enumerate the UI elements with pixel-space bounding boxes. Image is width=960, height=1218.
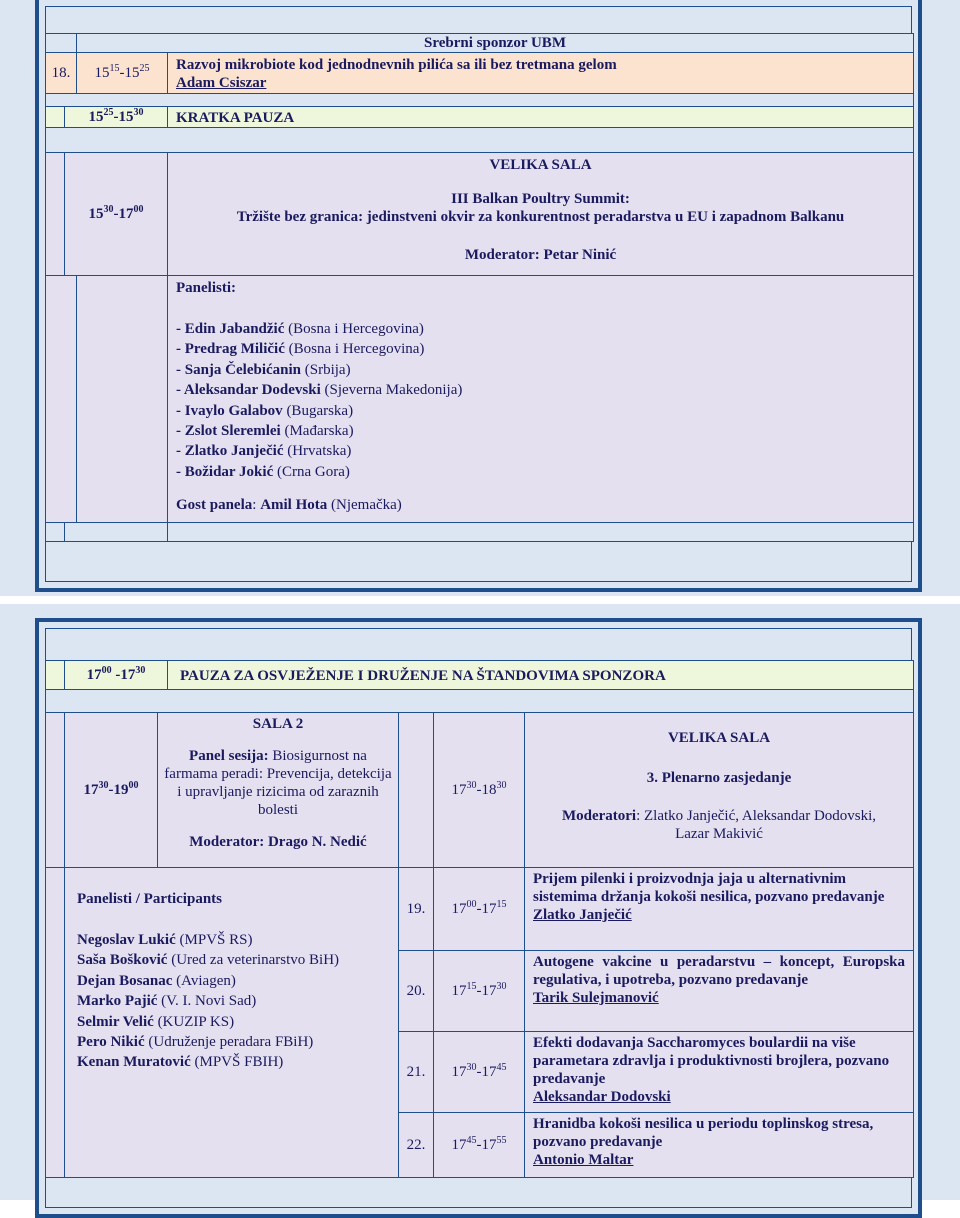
plenary-moderators: Moderatori: Zlatko Janječić, Aleksandar Dodovski, Lazar Makivić [561, 808, 877, 842]
talk-number: 20. [406, 983, 426, 999]
participant-item [77, 1032, 386, 1052]
panelist-name: - Edin Jabandžić [176, 321, 285, 337]
panelist-item [176, 401, 905, 421]
item-18-number [45, 52, 77, 94]
short-break-time: $15^{25}-15^{30}$ [64, 106, 168, 128]
panelist-item [176, 380, 905, 400]
time-start: 17 [451, 1137, 467, 1153]
panelist-name: - Zlatko Janječić [176, 443, 284, 460]
item-18-content [167, 52, 914, 94]
participant-item [77, 950, 386, 970]
participant-org: (Ured za veterinarstvo BiH) [171, 952, 340, 969]
time-start-sup: 25 [103, 107, 114, 118]
panel-blank-2 [76, 275, 168, 523]
participant-org: (Aviagen) [176, 972, 236, 989]
participant-name: Kenan Muratović [77, 1054, 191, 1071]
time-start: 15 [94, 65, 110, 81]
panelist-name: - Aleksandar Dodevski [176, 382, 321, 399]
participant-name: Selmir Velić [77, 1013, 154, 1030]
participant-name: Negoslav Lukić [77, 932, 176, 948]
time-end-sup: 30 [496, 981, 507, 992]
time-start: 17 [451, 901, 467, 917]
moderators-label: Moderatori [561, 808, 637, 824]
talk-speaker[interactable]: Zlatko Janječić [533, 907, 632, 923]
talk-speaker[interactable]: Antonio Maltar [533, 1152, 634, 1168]
talk-title: Prijem pilenki i proizvodnja jaja u alternativnim sistemima držanja kokoši nesilica, pozvano predavanje [533, 871, 885, 905]
time-start: 17 [451, 782, 467, 798]
summit-blank-cell [45, 152, 65, 276]
panelist-name: - Zslot Sleremlei [176, 422, 281, 439]
page-1-frame [35, 0, 922, 592]
session-topic: Biosigurnost na farmama peradi: Prevencija, detekcija i upravljanje rizicima od zaraznih bolesti [164, 748, 392, 818]
participant-name: Pero Nikić [77, 1033, 145, 1050]
bottom-blank-3 [167, 522, 914, 542]
time-start: 17 [86, 667, 102, 683]
time-start: 15 [88, 109, 104, 125]
participant-item [77, 971, 386, 991]
time-end-sup: 15 [496, 899, 507, 910]
panelist-item [176, 441, 905, 461]
time-start-sup: 30 [466, 780, 477, 791]
break-label: PAUZA ZA OSVJEŽENJE I DRUŽENJE NA ŠTANDOVIMA SPONZORA [180, 668, 666, 684]
time-end-sup: 00 [133, 204, 144, 215]
time-start-sup: 30 [466, 1062, 477, 1073]
participant-name: Dejan Bosanac [77, 972, 173, 989]
time-start-sup: 15 [466, 981, 477, 992]
participant-name: Marko Pajić [77, 993, 158, 1010]
participant-name: Saša Bošković [77, 952, 168, 969]
talk-22-content [524, 1112, 914, 1178]
talk-number: 22. [406, 1137, 426, 1153]
summit-subtitle: Tržište bez granica: jedinstveni okvir za konkurentnost peradarstva u EU i zapadnom Balkanu [236, 209, 845, 225]
time-end-sup: 30 [133, 107, 144, 118]
panelist-name: - Božidar Jokić [176, 463, 274, 480]
panelist-country: (Mađarska) [284, 422, 354, 439]
panelist-country: (Hrvatska) [287, 443, 352, 460]
time-end-sup: 30 [135, 665, 146, 676]
break-label: KRATKA PAUZA [176, 110, 295, 126]
participant-item [77, 1052, 386, 1072]
panelist-item [176, 319, 905, 339]
spacer-row-2 [45, 127, 914, 153]
participants-heading: Panelisti / Participants [77, 891, 222, 907]
time-start-sup: 45 [466, 1135, 477, 1146]
panelist-country: (Bosna i Hercegovina) [288, 341, 425, 358]
plenary-hall: VELIKA SALA [667, 730, 771, 746]
session-label: Panel sesija: [189, 748, 269, 764]
time-end-sup: 55 [496, 1135, 507, 1146]
refresh-break-time: $17^{00}$ $-17^{30}$ [64, 660, 168, 690]
time-end-sup: 30 [496, 780, 507, 791]
talk-19-content [524, 867, 914, 951]
sponsor-label: Srebrni sponzor UBM [424, 35, 566, 51]
panel-content [167, 275, 914, 523]
talk-21-time: $17^{30}-17^{45}$ [433, 1031, 525, 1113]
break-blank-cell [45, 106, 65, 128]
moderators-names: Zlatko Janječić, Aleksandar Dodovski, Lazar Makivić [644, 808, 877, 842]
sponsor-row-blank [45, 33, 77, 53]
time-end-sup: 45 [496, 1062, 507, 1073]
sala2-blank [45, 712, 65, 868]
plenary-time: $17^{30}-18^{30}$ [433, 712, 525, 868]
time-start-sup: 00 [466, 899, 477, 910]
talk-title: Efekti dodavanja Saccharomyces boulardii na više parametara zdravlja i produktivnosti brojlera, pozvano predavanje [533, 1035, 890, 1087]
panelist-country: (Bugarska) [286, 402, 354, 419]
bottom-blank-2 [64, 522, 168, 542]
time-end: 19 [113, 782, 129, 798]
talk-number: 19. [406, 901, 426, 917]
panelist-item [176, 339, 905, 359]
time-start: 17 [83, 782, 99, 798]
participants-blank [45, 867, 65, 1178]
panelist-name: - Predrag Miličić [176, 341, 285, 358]
time-end: 17 [120, 667, 136, 683]
time-start: 15 [88, 206, 104, 222]
talk-21-number [398, 1031, 434, 1113]
sponsor-row [76, 33, 914, 53]
participant-item [77, 991, 386, 1011]
time-end: 17 [481, 901, 497, 917]
panel-heading: Panelisti: [176, 280, 236, 296]
item-18-title: Razvoj mikrobiote kod jednodnevnih pilića sa ili bez tretmana gelom [176, 57, 617, 73]
refresh-break-label [167, 660, 914, 690]
panelist-name: - Ivaylo Galabov [176, 402, 283, 419]
talk-22-number [398, 1112, 434, 1178]
panelist-item [176, 462, 905, 482]
plenary-blank [398, 712, 434, 868]
participant-item [77, 1012, 386, 1032]
participant-org: (MPVŠ FBIH) [194, 1054, 284, 1071]
talk-speaker[interactable]: Aleksandar Dodovski [533, 1089, 671, 1105]
talk-speaker[interactable]: Tarik Sulejmanović [533, 990, 659, 1006]
time-start: 17 [451, 1064, 467, 1080]
sala2-moderator: Moderator: Drago N. Nedić [189, 834, 367, 850]
program-page-2 [0, 604, 960, 1200]
panelist-name: - Sanja Čelebićanin [176, 361, 302, 378]
item-18-time: $15^{15}-15^{25}$ [76, 52, 168, 94]
talk-22-time: $17^{45}-17^{55}$ [433, 1112, 525, 1178]
time-end: 17 [481, 1137, 497, 1153]
sala2-time: $17^{30}-19^{00}$ [64, 712, 158, 868]
time-start-sup: 30 [103, 204, 114, 215]
summit-time: $15^{30}-17^{00}$ [64, 152, 168, 276]
plenary-title: 3. Plenarno zasjedanje [646, 770, 792, 786]
panelist-item [176, 421, 905, 441]
panelist-country: (Crna Gora) [276, 463, 350, 480]
spacer-row [45, 93, 914, 107]
time-end: 17 [118, 206, 134, 222]
guest-country: (Njemačka) [331, 497, 402, 514]
program-page-1 [0, 0, 960, 596]
panelist-country: (Srbija) [304, 361, 351, 378]
summit-moderator: Moderator: Petar Ninić [464, 247, 617, 263]
panelist-item [176, 360, 905, 380]
sala2-hall: SALA 2 [252, 716, 304, 732]
time-start: 17 [451, 983, 467, 999]
page-2-frame [35, 618, 922, 1218]
sala2-content [157, 712, 399, 868]
participant-org: (MPVŠ RS) [179, 932, 253, 948]
time-start-sup: 00 [101, 665, 112, 676]
panelist-country: (Sjeverna Makedonija) [324, 382, 463, 399]
talk-19-number [398, 867, 434, 951]
spacer-row-3 [45, 689, 914, 713]
time-end-sup: 00 [128, 780, 139, 791]
guest-name: Amil Hota [260, 497, 328, 514]
plenary-content [524, 712, 914, 868]
time-end: 18 [481, 782, 497, 798]
time-end: 15 [124, 65, 140, 81]
talk-20-time: $17^{15}-17^{30}$ [433, 950, 525, 1032]
item-number: 18. [51, 65, 71, 81]
time-start-sup: 30 [98, 780, 109, 791]
panelist-country: (Bosna i Hercegovina) [288, 321, 424, 337]
time-start-sup: 15 [109, 63, 120, 74]
panel-blank-1 [45, 275, 77, 523]
sala2-session [164, 747, 392, 833]
guest-label: Gost panela [176, 497, 253, 514]
item-18-speaker[interactable]: Adam Csiszar [176, 75, 267, 91]
summit-content [167, 152, 914, 276]
participant-item [77, 930, 386, 950]
time-end: 15 [118, 109, 134, 125]
panel-guest: Gost panela: Amil Hota (Njemačka) [176, 497, 402, 514]
participant-org: (KUZIP KS) [157, 1013, 235, 1030]
short-break-label [167, 106, 914, 128]
participant-org: (Udruženje peradara FBiH) [148, 1033, 314, 1050]
refresh-blank [45, 660, 65, 690]
time-end-sup: 25 [139, 63, 150, 74]
summit-title: III Balkan Poultry Summit: [451, 191, 630, 207]
panelist-list [176, 319, 905, 482]
participants-list [77, 930, 386, 1073]
participant-org: (V. I. Novi Sad) [161, 993, 257, 1010]
talk-19-time: $17^{00}-17^{15}$ [433, 867, 525, 951]
time-end: 17 [481, 1064, 497, 1080]
talk-20-number [398, 950, 434, 1032]
talk-title: Hranidba kokoši nesilica u periodu toplinskog stresa, pozvano predavanje [533, 1116, 874, 1150]
bottom-blank-1 [45, 522, 65, 542]
time-end: 17 [481, 983, 497, 999]
summit-hall: VELIKA SALA [489, 157, 592, 173]
participants-content [64, 867, 399, 1178]
talk-21-content [524, 1031, 914, 1113]
talk-title: Autogene vakcine u peradarstvu – koncept, Europska regulativa, i upotreba, pozvano predavanje [533, 954, 905, 988]
talk-number: 21. [406, 1064, 426, 1080]
talk-20-content [524, 950, 914, 1032]
